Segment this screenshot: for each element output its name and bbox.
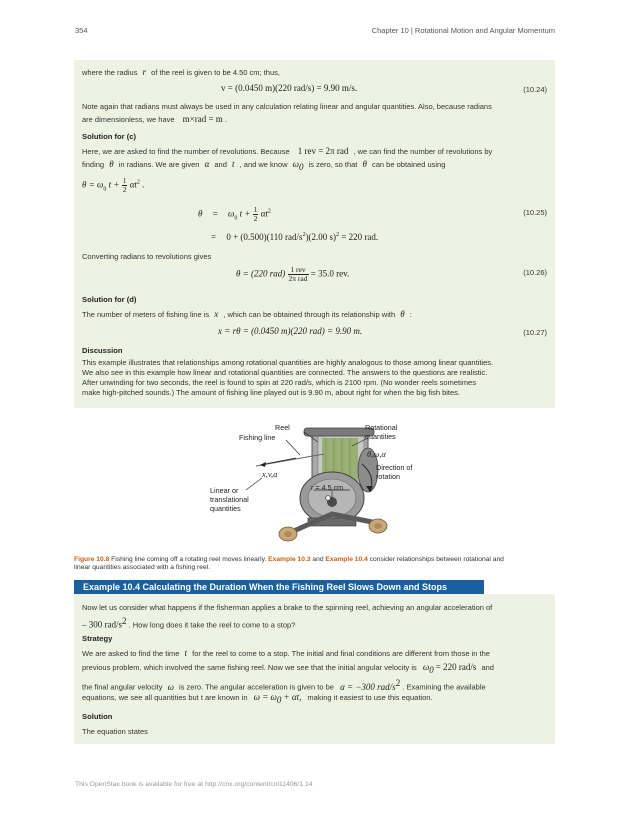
converting-sentence: Converting radians to revolutions gives	[82, 252, 212, 261]
label-rotational-1: Rotational	[365, 423, 398, 432]
solution-line1: The equation states	[82, 727, 148, 736]
label-linear-1: Linear or	[210, 486, 239, 495]
discussion-line2: We also see in this example how linear and rotational quantities are connected. The answers to the questions are realistic.	[82, 368, 488, 377]
strategy-heading: Strategy	[82, 634, 113, 643]
label-linear-3: quantities	[210, 504, 241, 513]
discussion-line1: This example illustrates that relationships among rotational quantities are highly analogous to those among linear quantities.	[82, 358, 494, 367]
example-10-4-link[interactable]: Example 10.4	[325, 556, 368, 563]
solution-d-line1: The number of meters of fishing line is x , which can be obtained through its relationship with θ :	[82, 309, 412, 319]
equation-number-10-26: (10.26)	[523, 268, 547, 277]
example-prompt-line2: – 300 rad/$s^2$ . How long does it take the reel to come to a stop?	[82, 616, 296, 630]
label-linear-vars: x,v,a	[262, 469, 278, 479]
label-rotational-vars: θ,ω,α	[367, 449, 386, 459]
label-linear-2: translational	[210, 495, 249, 504]
solution-c-line1: Here, we are asked to find the number of revolutions. Because 1 rev = 2π rad , we can find the number of revolutions by	[82, 146, 493, 156]
equation-10-26: θ = (220 rad) $\frac{\text{1 rev}}{\text{2π rad}}$ = 35.0 rev.	[236, 265, 350, 283]
solution-c-line2: finding θ in radians. We are given α and t , and we know $\omega_0$ is zero, so that θ can be obtained using	[82, 159, 446, 172]
example-10-3-link[interactable]: Example 10.3	[268, 556, 311, 563]
strategy-line2: previous problem, which involved the same fishing reel. Now we see that the initial angular velocity is $\omega_0 = 220$ rad/s and	[82, 662, 494, 675]
label-fishing-line: Fishing line	[239, 433, 276, 442]
equation-number-10-25: (10.25)	[523, 208, 547, 217]
discussion-heading: Discussion	[82, 346, 123, 355]
figure-caption: Figure 10.8 Fishing line coming off a rotating reel moves linearly. Example 10.3 and Example 10.4 consider relationships between rotational and linear quantities associated with a fishing reel.	[74, 556, 504, 571]
radians-note-line1: Note again that radians must always be used in any calculation relating linear and angular quantities. Also, because radians	[82, 102, 492, 111]
solution-c-heading: Solution for (c)	[82, 132, 136, 141]
label-radius: r = 4.5 cm	[311, 483, 344, 492]
strategy-line4: equations, we see all quantities but t are known in $\omega = \omega_0 + \alpha t$, making it easiest to use this equation.	[82, 692, 433, 705]
label-direction-2: rotation	[376, 472, 400, 481]
strategy-line3: the final angular velocity ω is zero. The angular acceleration is given to be α = −300 rad/$s^2$ . Examining the available	[82, 678, 486, 692]
example-title: Example 10.4 Calculating the Duration When the Fishing Reel Slows Down and Stops	[83, 582, 448, 592]
radians-note-line2: are dimensionless, we have m×rad = m .	[82, 114, 227, 124]
label-direction-1: Direction of	[376, 463, 413, 472]
chapter-header: Chapter 10 | Rotational Motion and Angular Momentum	[371, 26, 555, 35]
discussion-line3: After unwinding for two seconds, the reel is found to spin at 220 rad/s, which is 2100 rpm. (No wonder reels sometimes	[82, 378, 476, 387]
equation-number-10-24: (10.24)	[523, 85, 547, 94]
equation-10-25-line1: $\theta = \omega_0$ t + $\frac{1}{2}$ $\alpha t^2$	[198, 205, 271, 223]
footer-note: This OpenStax book is available for free at http://cnx.org/content/col11406/1.14	[75, 781, 313, 788]
solution-heading: Solution	[82, 712, 113, 721]
equation-number-10-27: (10.27)	[523, 328, 547, 337]
page-number: 354	[75, 26, 88, 35]
example-title-bar	[74, 580, 484, 595]
label-rotational-2: quantities	[365, 432, 396, 441]
equation-10-27: x = rθ = (0.0450 m)(220 rad) = 9.90 m.	[218, 326, 363, 336]
inline-kinematic-equation: $\theta = \omega_0$ t + $\frac{1}{2}$ $\alpha t^2$ .	[82, 176, 145, 194]
label-reel: Reel	[275, 423, 290, 432]
discussion-line4: make high-pitched sounds.) The amount of fishing line played out is 9.90 m, about right for when the big fish bites.	[82, 388, 460, 397]
equation-10-25-line2: = 0 + (0.500)(110 rad/$s^2)(2.00$ s)$^2$ = 220 rad.	[211, 232, 379, 242]
radius-sentence: where the radius r of the reel is given to be 4.50 cm; thus,	[82, 67, 280, 77]
solution-d-heading: Solution for (d)	[82, 295, 137, 304]
equation-10-24: v = (0.0450 m)(220 rad/s) = 9.90 m/s.	[221, 83, 358, 93]
example-prompt-line1: Now let us consider what happens if the fisherman applies a brake to the spinning reel, achieving an angular acceleration of	[82, 603, 493, 612]
strategy-line1: We are asked to find the time t for the reel to come to a stop. The initial and final conditions are different from those in the	[82, 648, 490, 658]
